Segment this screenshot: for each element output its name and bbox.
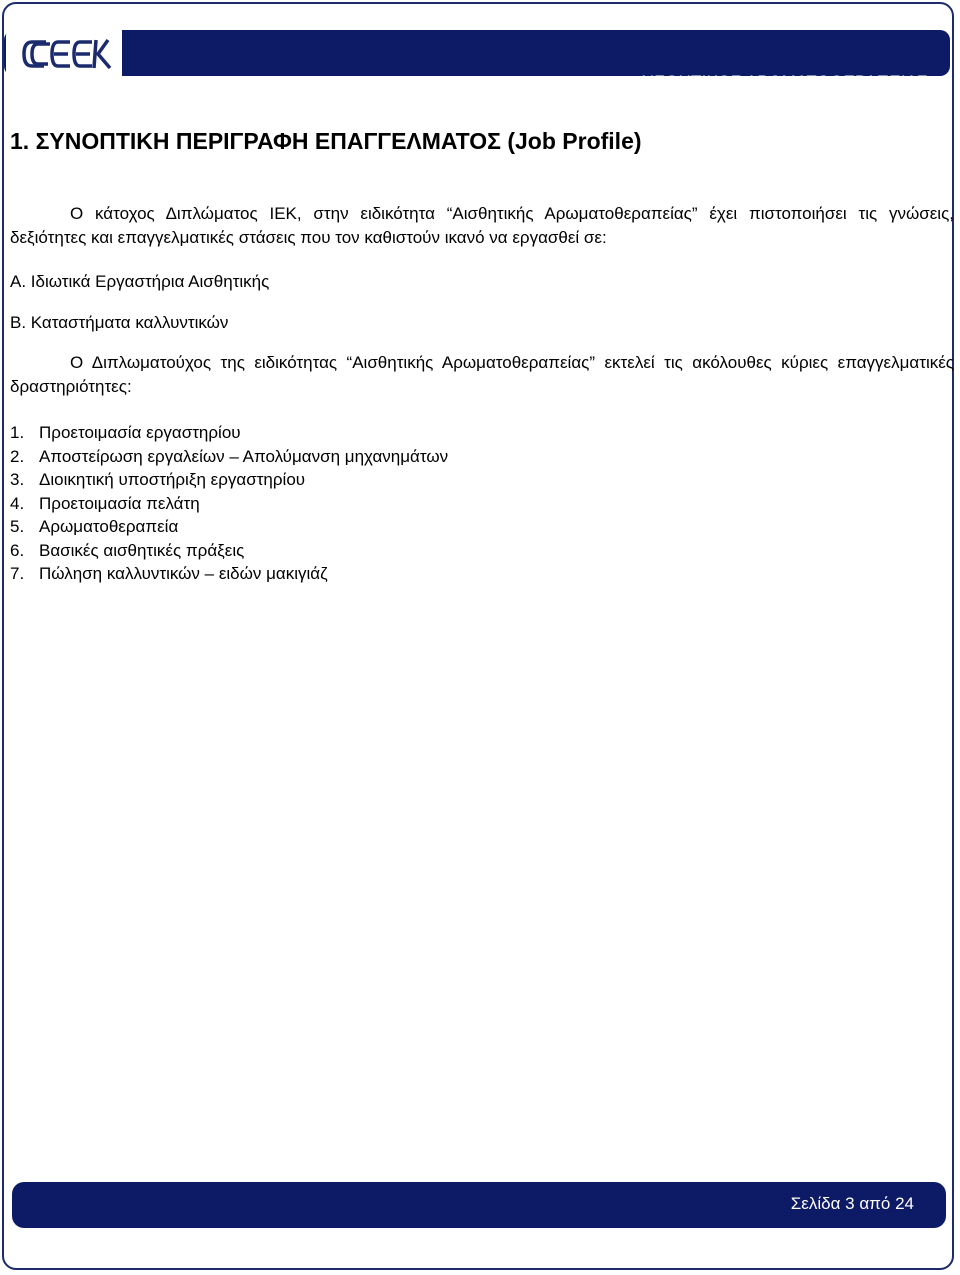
workplace-item-b: Β. Καταστήματα καλλυντικών <box>10 313 229 332</box>
list-item-text: Αρωματοθεραπεία <box>39 517 179 536</box>
list-item-number: 1. <box>10 423 25 442</box>
list-item <box>10 445 448 469</box>
list-item-text: Αποστείρωση εργαλείων – Απολύμανση μηχανημάτων <box>39 446 449 466</box>
list-item-number: 4. <box>10 493 25 513</box>
list-item <box>10 468 448 492</box>
list-item-text: Προετοιμασία πελάτη <box>39 493 200 513</box>
list-item-number: 7. <box>10 564 25 583</box>
page-number: Σελίδα 3 από 24 <box>790 1194 914 1213</box>
list-item-number: 3. <box>10 470 25 489</box>
list-item-text: Πώληση καλλυντικών – ειδών μακιγιάζ <box>39 564 328 583</box>
header-title: ΑΙΣΘΗΤΙΚΟΣ ΑΡΩΜΑΤΟΘΕΡΑΠΕΙΑΣ <box>637 72 928 91</box>
header-bar <box>4 30 950 91</box>
list-item <box>10 515 448 539</box>
workplace-item-a: Α. Ιδιωτικά Εργαστήρια Αισθητικής <box>10 272 270 291</box>
list-item-text: Διοικητική υποστήριξη εργαστηρίου <box>39 470 306 489</box>
logo <box>6 22 122 84</box>
list-item-number: 5. <box>10 517 25 536</box>
list-item <box>10 421 448 445</box>
activities-paragraph: Ο Διπλωματούχος της ειδικότητας “Αισθητικής Αρωματοθεραπείας” εκτελεί τις ακόλουθες κύριες επαγγελματικές δραστηριότητες: <box>10 353 954 396</box>
list-item <box>10 539 448 563</box>
list-item-number: 2. <box>10 446 25 466</box>
list-item-text: Προετοιμασία εργαστηρίου <box>39 423 241 442</box>
list-item <box>10 492 448 516</box>
list-item-text: Βασικές αισθητικές πράξεις <box>39 540 245 560</box>
page-frame <box>2 2 954 1270</box>
section-title: 1. ΣΥΝΟΠΤΙΚΗ ΠΕΡΙΓΡΑΦΗ ΕΠΑΓΓΕΛΜΑΤΟΣ (Job Profile) <box>10 128 642 154</box>
ceek-logo-icon <box>20 36 112 72</box>
task-list <box>10 421 448 586</box>
list-item-number: 6. <box>10 540 25 560</box>
footer-bar <box>12 1182 946 1228</box>
intro-paragraph: Ο κάτοχος Διπλώματος ΙΕΚ, στην ειδικότητα “Αισθητικής Αρωματοθεραπείας” έχει πιστοποιήσει τις γνώσεις, δεξιότητες και επαγγελματικές στάσεις που τον καθιστούν ικανό να εργασθεί σε: <box>10 204 954 247</box>
list-item <box>10 562 448 586</box>
